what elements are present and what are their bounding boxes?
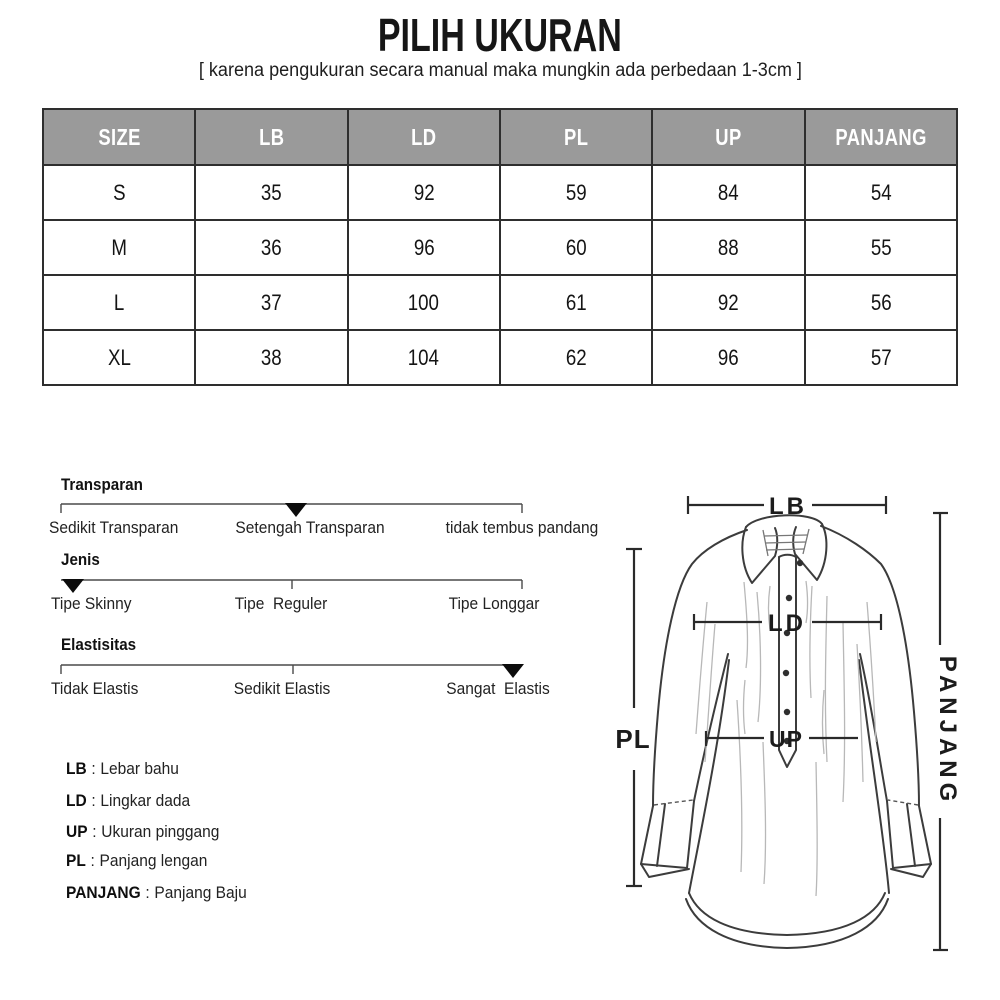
column-header-pl: PL: [500, 109, 652, 165]
table-header-row: [43, 109, 957, 165]
table-row-l: [43, 275, 957, 330]
column-header-panjang: PANJANG: [805, 109, 957, 165]
scale-title-elastisitas: Elastisitas: [61, 636, 137, 654]
column-header-size: SIZE: [43, 109, 195, 165]
table-cell: 55: [805, 220, 957, 275]
shirt-buttons: [783, 560, 803, 744]
scale-marker-icon: [62, 579, 84, 593]
table-cell: 88: [652, 220, 804, 275]
table-cell: 54: [805, 165, 957, 220]
size-table: [42, 108, 958, 386]
table-cell: 100: [348, 275, 500, 330]
table-cell: 92: [348, 165, 500, 220]
legend-item-ld: LD : Lingkar dada: [65, 792, 190, 810]
diagram-label-panjang: PANJANG: [934, 655, 961, 807]
table-cell: 92: [652, 275, 804, 330]
table-cell: 56: [805, 275, 957, 330]
scale-label: Sedikit Transparan: [49, 519, 179, 537]
page-title: PILIH UKURAN: [378, 9, 622, 61]
table-cell: L: [43, 275, 195, 330]
page-subtitle: [ karena pengukuran secara manual maka mungkin ada perbedaan 1-3cm ]: [198, 60, 802, 81]
table-cell: 96: [348, 220, 500, 275]
table-cell: S: [43, 165, 195, 220]
scale-label: tidak tembus pandang: [445, 519, 599, 537]
table-row-xl: [43, 330, 957, 385]
legend-item-up: UP : Ukuran pinggang: [65, 823, 220, 841]
scale-label: Sangat Elastis: [446, 680, 550, 698]
column-header-lb: LB: [195, 109, 347, 165]
diagram-label-up: UP: [769, 726, 803, 752]
table-cell: XL: [43, 330, 195, 385]
legend-item-pl: PL : Panjang lengan: [65, 852, 208, 870]
scale-title-jenis: Jenis: [61, 551, 100, 569]
table-cell: 96: [652, 330, 804, 385]
scale-label: Tipe Skinny: [51, 595, 132, 613]
scale-line-elastisitas: [45, 659, 605, 681]
collar-inside-lines: [763, 529, 809, 556]
scale-marker-icon: [285, 503, 307, 517]
column-header-up: UP: [652, 109, 804, 165]
table-cell: 36: [195, 220, 347, 275]
table-cell: 38: [195, 330, 347, 385]
scale-label: Setengah Transparan: [235, 519, 385, 537]
column-header-ld: LD: [348, 109, 500, 165]
table-cell: 57: [805, 330, 957, 385]
scale-label: Tidak Elastis: [51, 680, 139, 698]
table-row-s: [43, 165, 957, 220]
measurement-labels: [615, 493, 961, 806]
scale-line-transparan: [45, 498, 605, 520]
table-cell: 61: [500, 275, 652, 330]
table-cell: 60: [500, 220, 652, 275]
scale-label: Tipe Longgar: [448, 595, 540, 613]
table-cell: 104: [348, 330, 500, 385]
scale-label: Sedikit Elastis: [233, 680, 331, 698]
legend-item-lb: LB : Lebar bahu: [65, 760, 179, 778]
table-cell: 84: [652, 165, 804, 220]
table-row-m: [43, 220, 957, 275]
diagram-label-ld: LD: [768, 610, 806, 637]
table-cell: 62: [500, 330, 652, 385]
legend-item-panjang: PANJANG : Panjang Baju: [65, 884, 247, 902]
scale-title-transparan: Transparan: [61, 476, 143, 494]
scale-marker-icon: [502, 664, 524, 678]
table-cell: 37: [195, 275, 347, 330]
scale-label: Tipe Reguler: [234, 595, 328, 613]
diagram-label-lb: LB: [769, 493, 807, 520]
table-cell: 59: [500, 165, 652, 220]
table-cell: M: [43, 220, 195, 275]
measurement-lines: [626, 496, 948, 950]
diagram-label-pl: PL: [615, 724, 651, 754]
scale-line-jenis: [45, 574, 605, 596]
shirt-diagram: [600, 455, 1000, 1000]
table-cell: 35: [195, 165, 347, 220]
